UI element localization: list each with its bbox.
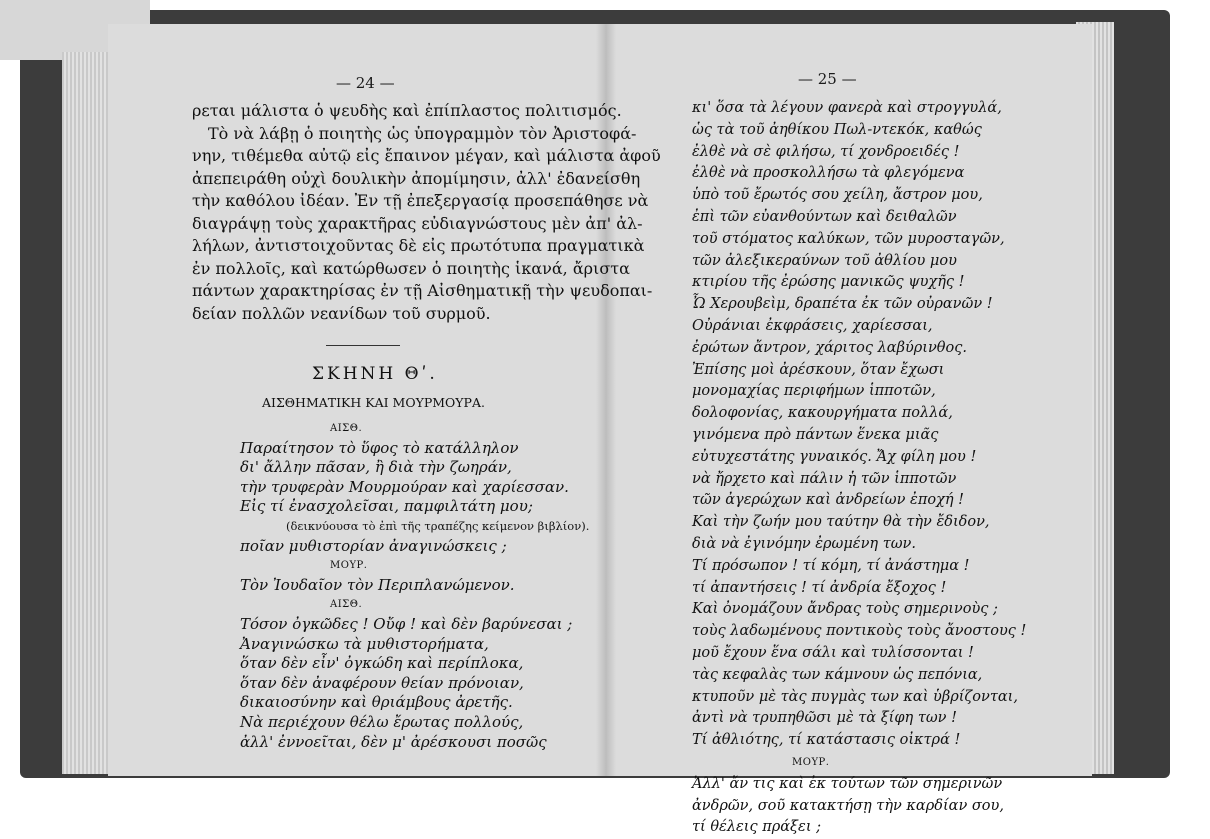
speaker-label: ΜΟΥΡ. [330,560,368,572]
verse-line: Τί ἀθλιότης, τί κατάστασις οἰκτρά ! [692,732,961,749]
verse-line: δικαιοσύνην καὶ θριάμβους ἀρετῆς. [240,693,513,712]
verse-line: τί θέλεις πράξει ; [692,819,822,836]
verse-line: Τὸν Ἰουδαῖον τὸν Περιπλανώμενον. [240,575,515,594]
verse-line: Καὶ τὴν ζωήν μου ταύτην θὰ τὴν ἔδιδον, [692,514,990,531]
verse-line: ἀλλ' ἐννοεῖται, δὲν μ' ἀρέσκουσι ποσῶς [240,732,547,751]
verse-line: Παραίτησον τὸ ὕφος τὸ κατάλληλον [240,438,519,457]
verse-line: ἐλθὲ νὰ σὲ φιλήσω, τί χονδροειδές ! [692,143,960,160]
paragraph-line: ρεται μάλιστα ὁ ψευδὴς καὶ ἐπίπλαστος πολιτισμός. [192,101,622,120]
verse-line: Ὦ Χερουβεὶμ, δραπέτα ἐκ τῶν οὐρανῶν ! [692,296,993,313]
scene-subtitle: ΑΙΣΘΗΜΑΤΙΚΗ ΚΑΙ ΜΟΥΡΜΟΥΡΑ. [262,395,485,410]
verse-line: κτυποῦν μὲ τὰς πυγμὰς των καὶ ὑβρίζονται, [692,688,1018,705]
verse-line: Εἰς τί ἐνασχολεῖσαι, παμφιλτάτη μου; [240,497,533,516]
paragraph-line: διαγράψῃ τοὺς χαρακτῆρας εὐδιαγνώστους μὲν ἀπ' ἀλ- [192,213,643,233]
left-paragraph [192,100,661,325]
verse-line: ποῖαν μυθιστορίαν ἀναγινώσκεις ; [240,536,507,555]
stage-direction: (δεικνύουσα τὸ ἐπὶ τῆς τραπέζης κείμενον βιβλίον). [286,518,590,533]
verse-line: μοῦ ἔχουν ἕνα σάλι καὶ τυλίσσονται ! [692,644,974,661]
verse-line: ὅταν δὲν ἀναφέρουν θείαν πρόνοιαν, [240,673,524,692]
paragraph-line: δείαν πολλῶν νεανίδων τοῦ συρμοῦ. [192,303,491,323]
paragraph-line: Τὸ νὰ λάβῃ ὁ ποιητὴς ὡς ὑπογραμμὸν τὸν Ἀριστοφά- [208,123,637,143]
verse-line: τοὺς λαδωμένους ποντικοὺς τοὺς ἄνοστους ! [692,623,1027,640]
paragraph-line: τὴν καθόλου ἰδέαν. Ἐν τῇ ἐπεξεργασίᾳ προσεπάθησε νὰ [192,191,649,210]
verse-line: δολοφονίας, κακουργήματα πολλά, [692,405,953,422]
verse-line: νὰ ἤρχετο καὶ πάλιν ἡ τῶν ἱπποτῶν [692,470,957,487]
verse-line: Καὶ ὀνομάζουν ἄνδρας τοὺς σημερινοὺς ; [692,601,998,618]
verse-line: Ἀναγινώσκω τὰ μυθιστορήματα, [240,634,489,653]
verse-line: τὴν τρυφερὰν Μουρμούραν καὶ χαρίεσσαν. [240,477,569,496]
verse-line: Ἐπίσης μοὶ ἀρέσκουν, ὅταν ἔχωσι [692,361,945,378]
verse-line: ὅταν δὲν εἶν' ὀγκώδη καὶ περίπλοκα, [240,654,524,673]
verse-line: κτιρίου τῆς ἐρώσης μανικῶς ψυχῆς ! [692,274,965,291]
speaker-label: ΑΙΣΘ. [330,599,363,611]
verse-line: Νὰ περιέχουν θέλω ἔρωτας πολλούς, [240,712,524,731]
verse-line: ὡς τὰ τοῦ ἀηθίκου Πωλ-ντεκόκ, καθώς [692,121,982,138]
verse-line: μονομαχίας περιφήμων ἱπποτῶν, [692,383,936,400]
left-verse [240,419,589,752]
paragraph-line: λήλων, ἀντιστοιχοῦντας δὲ εἰς πρωτότυπα πραγματικὰ [192,236,645,255]
verse-line: Ἀλλ' ἄν τις καὶ ἐκ τούτων τῶν σημερινῶν [692,775,1003,792]
verse-line: Οὐράνιαι ἐκφράσεις, χαρίεσσαι, [692,317,933,334]
verse-line: γινόμενα πρὸ πάντων ἕνεκα μιᾶς [692,426,939,443]
paragraph-line: πάντων χαρακτηρίσας ἐν τῇ Αἰσθηματικῇ τὴν ψευδοπαι- [192,281,653,300]
paragraph-line: νην, τιθέμεθα αὐτῷ εἰς ἔπαινον μέγαν, καὶ μάλιστα ἀφοῦ [192,146,661,165]
verse-line: τῶν ἀλεξικεραύνων τοῦ ἀθλίου μου [692,252,957,269]
section-divider [326,345,400,346]
verse-line: τί ἀπαντήσεις ! τί ἀνδρία ἔξοχος ! [692,579,947,596]
paragraph-line: ἐν πολλοῖς, καὶ κατώρθωσεν ὁ ποιητὴς ἱκανά, ἄριστα [192,258,630,278]
verse-line: τὰς κεφαλὰς των κάμνουν ὡς πεπόνια, [692,666,983,683]
page-number-right: — 25 — [798,70,857,88]
page-number-left: — 24 — [336,74,395,92]
verse-line: ἀντὶ νὰ τρυπηθῶσι μὲ τὰ ξίφη των ! [692,710,957,727]
verse-line: τῶν ἀγερώχων καὶ ἀνδρείων ἐποχή ! [692,492,965,509]
verse-line: εὐτυχεστάτης γυναικός. Ἄχ φίλη μου ! [692,448,977,465]
verse-line: δι' ἄλλην πᾶσαν, ἢ διὰ τὴν ζωηράν, [240,458,512,477]
page-edges-left [62,52,108,774]
verse-line: ὑπὸ τοῦ ἔρωτός σου χείλη, ἄστρον μου, [692,187,983,204]
paragraph-line: ἀπεπειράθη οὐχὶ δουλικὴν ἀπομίμησιν, ἀλλ' ἐδανείσθη [192,168,641,188]
verse-line: ἐπὶ τῶν εὐανθούντων καὶ δειθαλῶν [692,208,957,225]
speaker-label: ΜΟΥΡ. [792,756,830,768]
right-verse [692,98,1026,839]
scene-title: ΣΚΗΝΗ Θʹ. [312,364,438,384]
speaker-label: ΑΙΣΘ. [330,423,363,434]
verse-line: Τί πρόσωπον ! τί κόμη, τί ἀνάστημα ! [692,557,970,574]
verse-line: ἐρώτων ἄντρον, χάριτος λαβύρινθος. [692,339,967,356]
verse-line: διὰ νὰ ἐγινόμην ἐρωμένη των. [692,535,916,552]
verse-line: Τόσον ὀγκῶδες ! Οὔφ ! καὶ δὲν βαρύνεσαι ; [240,614,573,633]
verse-line: κι' ὅσα τὰ λέγουν φανερὰ καὶ στρογγυλά, [692,100,1002,116]
verse-line: ἀνδρῶν, σοῦ κατακτήσῃ τὴν καρδίαν σου, [692,797,1004,814]
verse-line: τοῦ στόματος καλύκων, τῶν μυροσταγῶν, [692,230,1005,247]
verse-line: ἐλθὲ νὰ προσκολλήσω τὰ φλεγόμενα [692,165,965,182]
